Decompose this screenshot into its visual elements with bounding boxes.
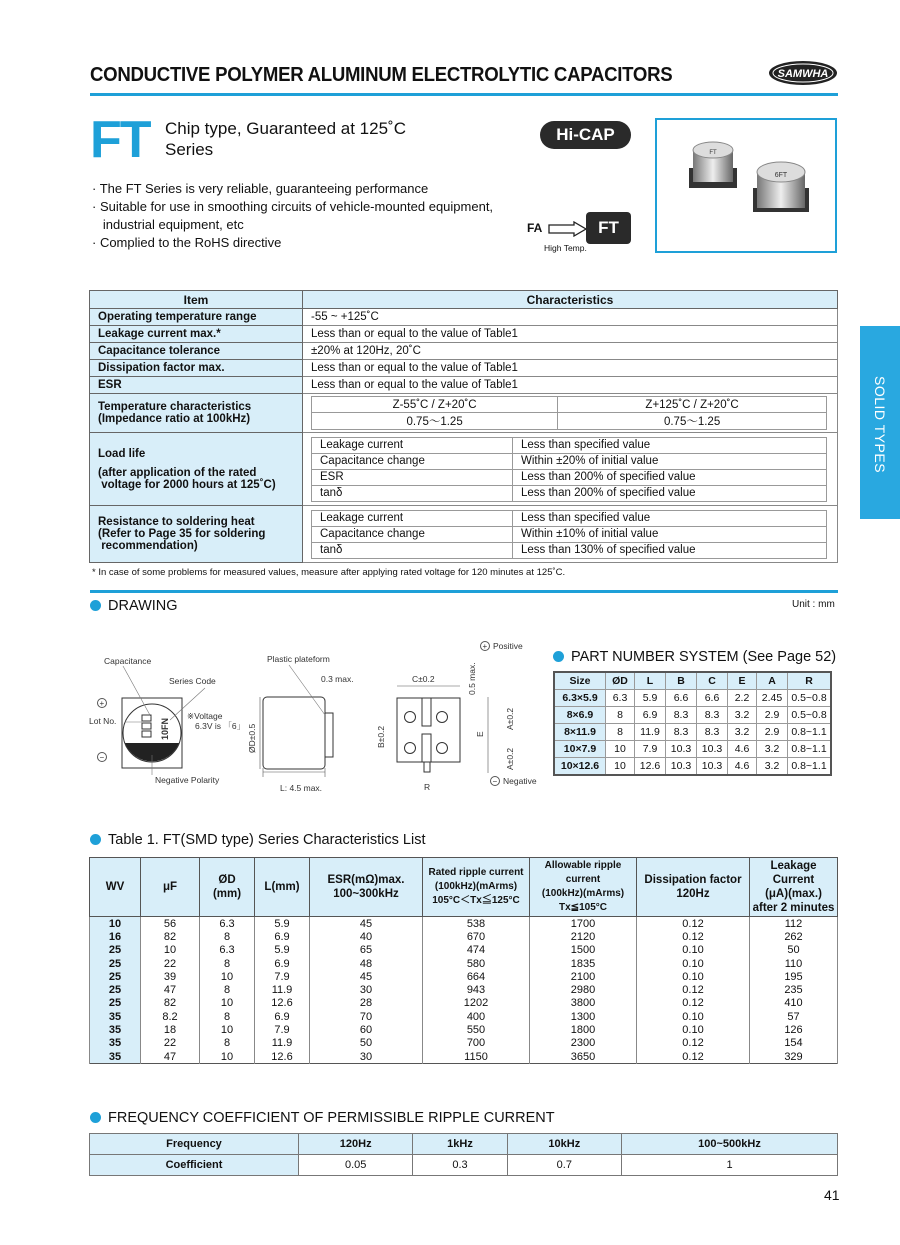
series-subtitle: Chip type, Guaranteed at 125˚C Series xyxy=(165,119,406,159)
table-cell: 1835 xyxy=(530,957,637,970)
table-cell: 39 xyxy=(141,970,200,983)
table-cell: 30 xyxy=(310,1050,423,1064)
table-header-row: WV μF ØD (mm) L(mm) ESR(mΩ)max. 100~300kHz Rated ripple current (100kHz)(mArms) 105°C＜Tx≦125°C Allowable ripple current (100kHz)(mArms) Tx≦105°C Dissipation factor 120Hz Leakage Current (μA)(max.) after 2 minutes xyxy=(90,858,838,917)
part-number-table xyxy=(553,671,832,776)
table-cell: 943 xyxy=(423,983,530,996)
table-cell: 670 xyxy=(423,930,530,943)
table-cell: 0.10 xyxy=(637,944,750,957)
table-cell: 10 xyxy=(200,997,255,1010)
table-cell: 50 xyxy=(310,1037,423,1050)
table-row xyxy=(90,1010,838,1023)
bullet-dot-icon xyxy=(90,1112,101,1123)
table-cell: 8 xyxy=(200,1037,255,1050)
table-cell: 6.9 xyxy=(255,1010,310,1023)
table-cell: 0.10 xyxy=(637,1023,750,1036)
svg-text:0.3 max.: 0.3 max. xyxy=(321,674,354,684)
table-cell: 474 xyxy=(423,944,530,957)
table-cell: 0.12 xyxy=(637,997,750,1010)
table-cell: 2300 xyxy=(530,1037,637,1050)
table-cell: 2120 xyxy=(530,930,637,943)
table-header-row: Size ØD L B C E A R xyxy=(554,672,831,690)
table-row xyxy=(90,957,838,970)
svg-text:−: − xyxy=(99,753,105,762)
table-cell: 56 xyxy=(141,917,200,931)
table-cell: 22 xyxy=(141,957,200,970)
table-cell: 2980 xyxy=(530,983,637,996)
table-cell: 112 xyxy=(750,917,838,931)
table-cell: 8.2 xyxy=(141,1010,200,1023)
table-cell: 12.6 xyxy=(255,997,310,1010)
table-cell: 35 xyxy=(90,1010,141,1023)
table-cell: 16 xyxy=(90,930,141,943)
dimension-drawing xyxy=(85,635,545,805)
table-cell: 6.3 xyxy=(200,944,255,957)
table-cell: 0.12 xyxy=(637,917,750,931)
table-row xyxy=(90,983,838,996)
svg-text:Negative: Negative xyxy=(503,776,537,786)
svg-text:0.5 max.: 0.5 max. xyxy=(467,662,477,695)
table-cell: 1700 xyxy=(530,917,637,931)
svg-text:Series Code: Series Code xyxy=(169,676,216,686)
table-row xyxy=(90,917,838,931)
table-row: 8×11.9 8 11.9 8.3 8.3 3.2 2.9 0.8~1.1 xyxy=(554,724,831,741)
table-cell: 47 xyxy=(141,983,200,996)
table-cell: 70 xyxy=(310,1010,423,1023)
table-cell: 0.10 xyxy=(637,970,750,983)
table-cell: 0.12 xyxy=(637,983,750,996)
svg-text:+: + xyxy=(482,642,488,651)
title-rule xyxy=(90,93,838,96)
table-cell: 7.9 xyxy=(255,1023,310,1036)
table-cell: 400 xyxy=(423,1010,530,1023)
side-tab: SOLID TYPES xyxy=(860,326,900,519)
table-row: Frequency 120Hz 1kHz 10kHz 100~500kHz xyxy=(90,1134,838,1155)
table-cell: 0.10 xyxy=(637,1010,750,1023)
svg-text:※Voltage: ※Voltage xyxy=(187,711,223,721)
svg-text:+: + xyxy=(99,699,105,708)
svg-text:6FT: 6FT xyxy=(774,172,788,179)
svg-text:ØD±0.5: ØD±0.5 xyxy=(247,723,257,753)
table-row-soldering: Resistance to soldering heat (Refer to Page 35 for soldering recommendation) Leakage current Less than specified value Capacitance change Within ±10% of initial value tanδ Less than 130% of specified value xyxy=(90,506,838,563)
table-cell: 12.6 xyxy=(255,1050,310,1064)
svg-text:L: 4.5 max.: L: 4.5 max. xyxy=(280,783,323,793)
bullet-dot-icon xyxy=(90,600,101,611)
table-cell: 235 xyxy=(750,983,838,996)
table-cell: 60 xyxy=(310,1023,423,1036)
product-photo xyxy=(655,118,837,253)
table-cell: 1300 xyxy=(530,1010,637,1023)
svg-text:−: − xyxy=(492,777,498,786)
table-cell: 11.9 xyxy=(255,1037,310,1050)
table-cell: 47 xyxy=(141,1050,200,1064)
header-item: Item xyxy=(90,291,303,309)
table-cell: 700 xyxy=(423,1037,530,1050)
table-cell: 410 xyxy=(750,997,838,1010)
table-cell: 50 xyxy=(750,944,838,957)
svg-text:A±0.2: A±0.2 xyxy=(505,707,515,730)
table-cell: 10 xyxy=(141,944,200,957)
table-row: Capacitance tolerance ±20% at 120Hz, 20˚C xyxy=(90,343,838,360)
table-cell: 25 xyxy=(90,957,141,970)
feature-list xyxy=(92,180,532,252)
table-cell: 45 xyxy=(310,970,423,983)
table-cell: 8 xyxy=(200,1010,255,1023)
table-cell: 154 xyxy=(750,1037,838,1050)
table-cell: 28 xyxy=(310,997,423,1010)
svg-text:A±0.2: A±0.2 xyxy=(505,747,515,770)
table-cell: 0.10 xyxy=(637,957,750,970)
svg-text:R: R xyxy=(424,782,431,792)
section-rule xyxy=(90,590,838,593)
svg-text:Lot No.: Lot No. xyxy=(89,716,117,726)
table-cell: 1800 xyxy=(530,1023,637,1036)
drawing-heading: DRAWING xyxy=(90,598,178,614)
samwha-logo xyxy=(768,60,838,86)
bullet-dot-icon xyxy=(90,834,101,845)
table-cell: 664 xyxy=(423,970,530,983)
part-number-heading: PART NUMBER SYSTEM (See Page 52) xyxy=(553,649,836,665)
table-cell: 3800 xyxy=(530,997,637,1010)
ft-badge: FT xyxy=(586,212,631,244)
header-characteristics: Characteristics xyxy=(303,291,838,309)
table-row: ESR Less than or equal to the value of Table1 xyxy=(90,377,838,394)
table-cell: 40 xyxy=(310,930,423,943)
table-row: 10×12.6 10 12.6 10.3 10.3 4.6 3.2 0.8~1.1 xyxy=(554,758,831,776)
table-cell: 7.9 xyxy=(255,970,310,983)
table1-heading: Table 1. FT(SMD type) Series Characteristics List xyxy=(90,832,425,848)
frequency-table xyxy=(89,1133,838,1176)
table-row: 10×7.9 10 7.9 10.3 10.3 4.6 3.2 0.8~1.1 xyxy=(554,741,831,758)
svg-text:10FN: 10FN xyxy=(160,717,170,740)
footnote: * In case of some problems for measured values, measure after applying rated voltage for 120 minutes at 125˚C. xyxy=(92,567,566,578)
table-cell: 126 xyxy=(750,1023,838,1036)
table-row-load-life: Load life (after application of the rated voltage for 2000 hours at 125˚C) Leakage current Less than specified value Capacitance change Within ±20% of initial value ESR Less than 200% of specified value tanδ Less than 200% of specified value xyxy=(90,433,838,506)
table-cell: 0.12 xyxy=(637,930,750,943)
table-row xyxy=(90,944,838,957)
hi-cap-badge: Hi-CAP xyxy=(540,121,631,149)
table-row: Dissipation factor max. Less than or equal to the value of Table1 xyxy=(90,360,838,377)
fa-label: FA xyxy=(527,221,543,235)
table-row: Operating temperature range -55 ~ +125˚C xyxy=(90,309,838,326)
table-cell: 10 xyxy=(200,1023,255,1036)
unit-label: Unit : mm xyxy=(792,599,835,610)
table-cell: 8 xyxy=(200,957,255,970)
table-cell: 35 xyxy=(90,1023,141,1036)
feature-item: · The FT Series is very reliable, guaranteeing performance xyxy=(92,181,429,196)
table-cell: 6.9 xyxy=(255,930,310,943)
table-cell: 10 xyxy=(90,917,141,931)
table-cell: 10 xyxy=(200,1050,255,1064)
table-cell: 65 xyxy=(310,944,423,957)
table-cell: 45 xyxy=(310,917,423,931)
table-row: Coefficient 0.05 0.3 0.7 1 xyxy=(90,1155,838,1176)
table-cell: 6.9 xyxy=(255,957,310,970)
table-cell: 25 xyxy=(90,944,141,957)
table-cell: 329 xyxy=(750,1050,838,1064)
table-row xyxy=(90,970,838,983)
svg-text:C±0.2: C±0.2 xyxy=(412,674,435,684)
table-cell: 8 xyxy=(200,930,255,943)
table-cell: 6.3 xyxy=(200,917,255,931)
table-cell: 1150 xyxy=(423,1050,530,1064)
table-cell: 195 xyxy=(750,970,838,983)
table-cell: 5.9 xyxy=(255,944,310,957)
high-temp-label: High Temp. xyxy=(544,243,587,253)
table-row xyxy=(90,1050,838,1064)
table-row xyxy=(90,997,838,1010)
arrow-right-icon xyxy=(548,221,588,237)
table-cell: 25 xyxy=(90,970,141,983)
page-number: 41 xyxy=(824,1187,840,1203)
table-row-temperature: Temperature characteristics (Impedance ratio at 100kHz) Z-55˚C / Z+20˚C Z+125˚C / Z+20˚C 0.75～1.25 0.75～1.25 xyxy=(90,394,838,433)
frequency-heading: FREQUENCY COEFFICIENT OF PERMISSIBLE RIPPLE CURRENT xyxy=(90,1110,555,1126)
svg-text:SAMWHA: SAMWHA xyxy=(777,68,829,80)
characteristics-table xyxy=(89,290,838,563)
table-row xyxy=(90,930,838,943)
svg-text:Positive: Positive xyxy=(493,641,523,651)
table-cell: 110 xyxy=(750,957,838,970)
table-row: 8×6.9 8 6.9 8.3 8.3 3.2 2.9 0.5~0.8 xyxy=(554,707,831,724)
table-cell: 0.12 xyxy=(637,1037,750,1050)
table-cell: 18 xyxy=(141,1023,200,1036)
table-cell: 25 xyxy=(90,997,141,1010)
characteristics-list-table xyxy=(89,857,838,1064)
table-cell: 10 xyxy=(200,970,255,983)
page-title: CONDUCTIVE POLYMER ALUMINUM ELECTROLYTIC CAPACITORS xyxy=(90,64,673,86)
table-cell: 1202 xyxy=(423,997,530,1010)
feature-item: · Complied to the RoHS directive xyxy=(92,235,282,250)
table-cell: 25 xyxy=(90,983,141,996)
table-cell: 11.9 xyxy=(255,983,310,996)
table-cell: 550 xyxy=(423,1023,530,1036)
table-cell: 5.9 xyxy=(255,917,310,931)
table-cell: 3650 xyxy=(530,1050,637,1064)
svg-text:FT: FT xyxy=(709,150,717,156)
table-cell: 35 xyxy=(90,1050,141,1064)
svg-text:Capacitance: Capacitance xyxy=(104,656,152,666)
table-cell: 8 xyxy=(200,983,255,996)
feature-item: · Suitable for use in smoothing circuits of vehicle-mounted equipment, xyxy=(92,199,494,214)
table-cell: 2100 xyxy=(530,970,637,983)
table-cell: 35 xyxy=(90,1037,141,1050)
table-cell: 82 xyxy=(141,930,200,943)
table-row xyxy=(90,1023,838,1036)
table-cell: 22 xyxy=(141,1037,200,1050)
table-row xyxy=(90,1037,838,1050)
svg-text:6.3V is 「6」: 6.3V is 「6」 xyxy=(195,721,246,731)
table-cell: 580 xyxy=(423,957,530,970)
table-cell: 262 xyxy=(750,930,838,943)
table-row: Leakage current max.* Less than or equal to the value of Table1 xyxy=(90,326,838,343)
table-cell: 57 xyxy=(750,1010,838,1023)
table-cell: 82 xyxy=(141,997,200,1010)
table-cell: 538 xyxy=(423,917,530,931)
table-cell: 0.12 xyxy=(637,1050,750,1064)
svg-text:Plastic plateform: Plastic plateform xyxy=(267,654,330,664)
table-cell: 48 xyxy=(310,957,423,970)
table-row: 6.3×5.9 6.3 5.9 6.6 6.6 2.2 2.45 0.5~0.8 xyxy=(554,690,831,707)
series-name: FT xyxy=(90,111,150,169)
svg-text:Negative Polarity: Negative Polarity xyxy=(155,775,220,785)
feature-item: industrial equipment, etc xyxy=(92,217,244,232)
svg-text:B±0.2: B±0.2 xyxy=(376,725,386,748)
bullet-dot-icon xyxy=(553,651,564,662)
svg-text:E: E xyxy=(475,731,485,737)
table-cell: 1500 xyxy=(530,944,637,957)
table-cell: 30 xyxy=(310,983,423,996)
